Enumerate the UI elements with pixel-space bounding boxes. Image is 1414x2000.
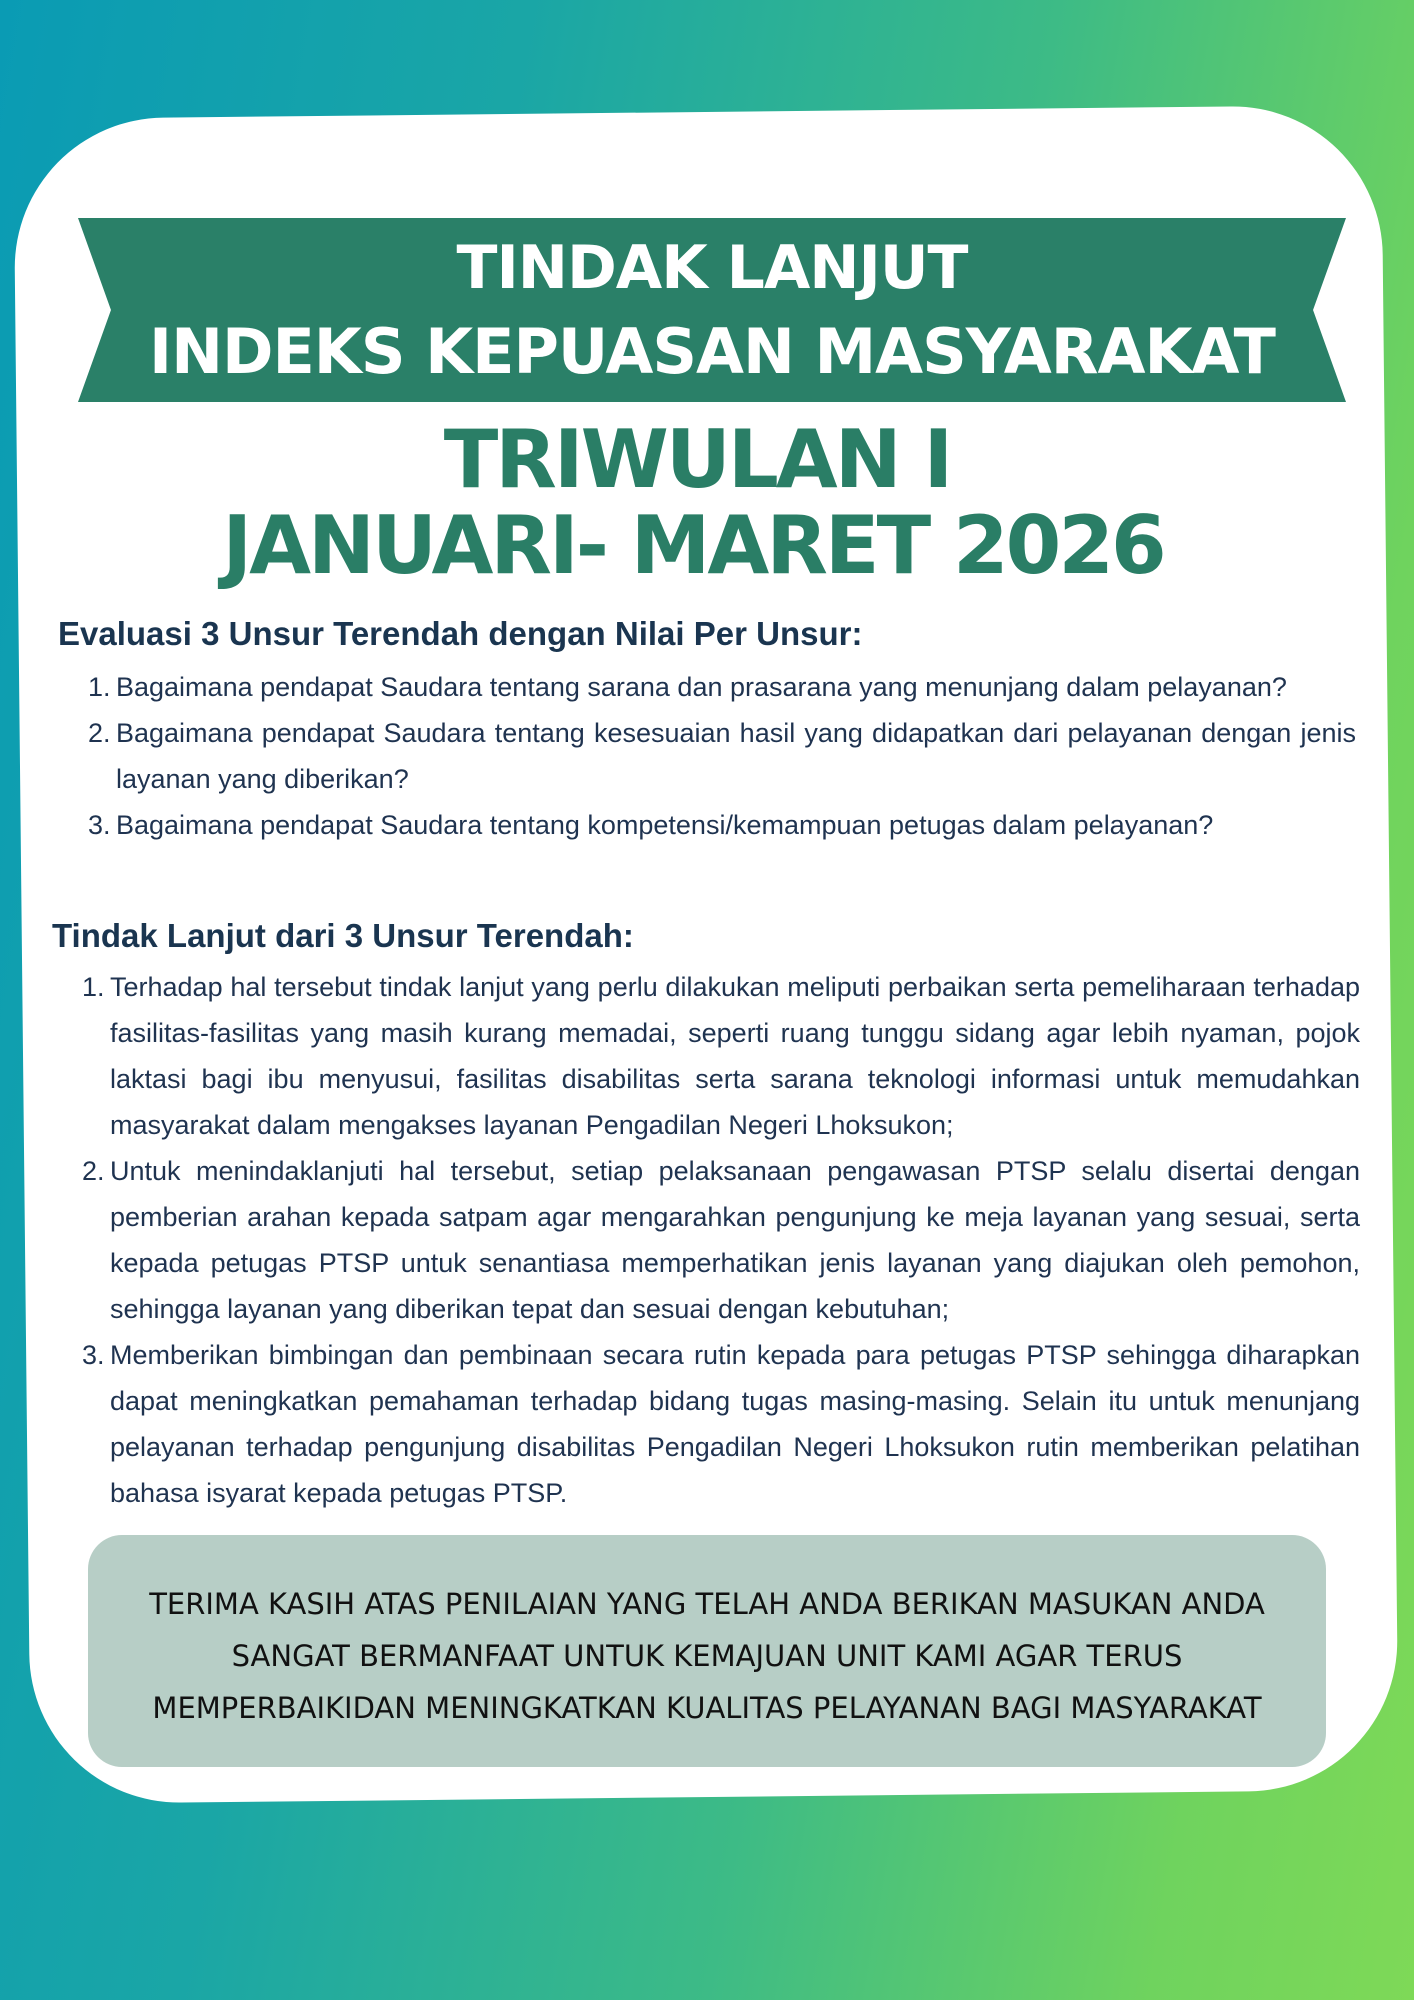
list-item xyxy=(88,664,1356,710)
closing-message xyxy=(88,1578,1326,1734)
list-item xyxy=(82,1148,1360,1332)
list-item-text: Bagaimana pendapat Saudara tentang sarana dan prasarana yang menunjang dalam pelayanan? xyxy=(116,672,1287,702)
follow-up-heading: Tindak Lanjut dari 3 Unsur Terendah: xyxy=(52,917,634,954)
period-line-1: TRIWULAN I xyxy=(443,413,951,506)
evaluation-list xyxy=(88,664,1356,848)
list-item-text: Bagaimana pendapat Saudara tentang kesesuaian hasil yang didapatkan dari pelayanan dengan jenis layanan yang diberikan? xyxy=(116,718,1356,794)
list-item xyxy=(82,1332,1360,1516)
list-item xyxy=(82,964,1360,1148)
title-line-2: INDEKS KEPUASAN MASYARAKAT xyxy=(149,315,1275,388)
list-item-text: Bagaimana pendapat Saudara tentang kompetensi/kemampuan petugas dalam pelayanan? xyxy=(116,810,1214,840)
list-item-number: 2. xyxy=(82,1156,105,1186)
list-item xyxy=(88,802,1356,848)
list-item xyxy=(88,710,1356,802)
closing-line-3: MEMPERBAIKIDAN MENINGKATKAN KUALITAS PELAYANAN BAGI MASYARAKAT xyxy=(152,1691,1262,1725)
title-ribbon-text xyxy=(78,218,1346,402)
closing-line-1: TERIMA KASIH ATAS PENILAIAN YANG TELAH ANDA BERIKAN MASUKAN ANDA xyxy=(149,1587,1265,1621)
title-line-1: TINDAK LANJUT xyxy=(456,233,968,303)
list-item-number: 1. xyxy=(88,672,111,702)
evaluation-heading: Evaluasi 3 Unsur Terendah dengan Nilai Per Unsur: xyxy=(58,615,863,652)
list-item-number: 1. xyxy=(82,972,105,1002)
period-line-2: JANUARI- MARET 2026 xyxy=(222,499,1164,592)
list-item-text: Untuk menindaklanjuti hal tersebut, setiap pelaksanaan pengawasan PTSP selalu disertai dengan pemberian arahan kepada satpam agar mengarahkan pengunjung ke meja layanan yang sesuai, serta kepada petugas PTSP untuk senantiasa memperhatikan jenis layanan yang diajukan oleh pemohon, sehingga layanan yang diberikan tepat dan sesuai dengan kebutuhan; xyxy=(110,1156,1360,1324)
list-item-number: 3. xyxy=(88,810,111,840)
closing-line-2: SANGAT BERMANFAAT UNTUK KEMAJUAN UNIT KAMI AGAR TERUS xyxy=(231,1639,1183,1673)
follow-up-list xyxy=(82,964,1360,1516)
list-item-number: 2. xyxy=(88,718,111,748)
list-item-text: Memberikan bimbingan dan pembinaan secara rutin kepada para petugas PTSP sehingga diharapkan dapat meningkatkan pemahaman terhadap bidang tugas masing-masing. Selain itu untuk menunjang pelayanan terhadap pengunjung disabilitas Pengadilan Negeri Lhoksukon rutin memberikan pelatihan bahasa isyarat kepada petugas PTSP. xyxy=(110,1340,1360,1508)
list-item-number: 3. xyxy=(82,1340,105,1370)
list-item-text: Terhadap hal tersebut tindak lanjut yang perlu dilakukan meliputi perbaikan serta pemeliharaan terhadap fasilitas-fasilitas yang masih kurang memadai, seperti ruang tunggu sidang agar lebih nyaman, pojok laktasi bagi ibu menyusui, fasilitas disabilitas serta sarana teknologi informasi untuk memudahkan masyarakat dalam mengakses layanan Pengadilan Negeri Lhoksukon; xyxy=(110,972,1360,1140)
